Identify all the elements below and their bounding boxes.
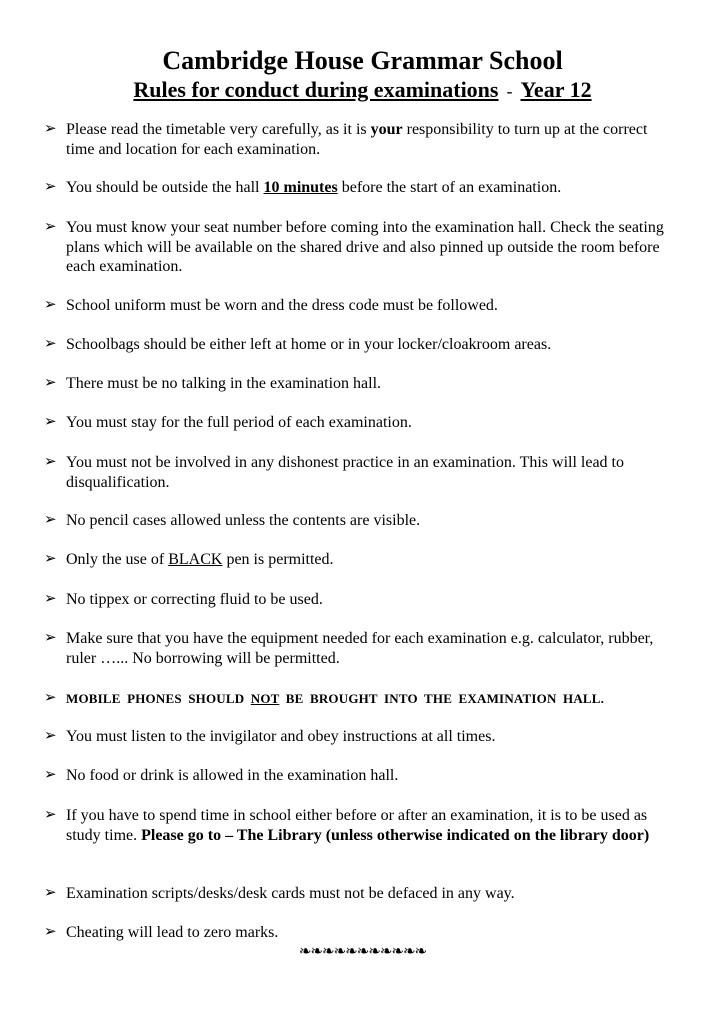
rule-item	[44, 629, 674, 668]
rule-item	[44, 511, 674, 531]
rule-text: No tippex or correcting fluid to be used.	[66, 591, 323, 608]
arrow-bullet-icon: ➢	[44, 924, 57, 940]
rule-text: Cheating will lead to zero marks.	[66, 924, 279, 941]
rule-text: Examination scripts/desks/desk cards must not be defaced in any way.	[66, 885, 515, 902]
emphasis-10-minutes: 10 minutes	[263, 179, 338, 196]
rule-item	[44, 689, 674, 709]
rule-item	[44, 590, 674, 610]
rule-text: Schoolbags should be either left at home or in your locker/cloakroom areas.	[66, 336, 552, 353]
rule-text: School uniform must be worn and the dress code must be followed.	[66, 297, 498, 314]
rule-text: Only the use of BLACK pen is permitted.	[66, 551, 334, 568]
rule-text: If you have to spend time in school either before or after an examination, it is to be used as study time. Please go to – The Library (unless otherwise indicated on the library door)	[66, 807, 650, 844]
rule-text: You must listen to the invigilator and obey instructions at all times.	[66, 728, 496, 745]
emphasis-your: your	[370, 121, 403, 138]
arrow-bullet-icon: ➢	[44, 630, 57, 646]
arrow-bullet-icon: ➢	[44, 454, 57, 470]
rule-text: You must stay for the full period of each examination.	[66, 414, 412, 431]
arrow-bullet-icon: ➢	[44, 375, 57, 391]
document-subtitle	[0, 76, 725, 105]
arrow-bullet-icon: ➢	[44, 179, 57, 195]
rule-text: You must know your seat number before coming into the examination hall. Check the seating plans which will be available on the shared drive and also pinned up outside the room before each examination.	[66, 219, 664, 276]
arrow-bullet-icon: ➢	[44, 297, 57, 313]
rule-item	[44, 374, 674, 394]
emphasis-library: Please go to – The Library (unless otherwise indicated on the library door)	[141, 826, 650, 844]
rule-text: There must be no talking in the examination hall.	[66, 375, 382, 392]
arrow-bullet-icon: ➢	[44, 512, 57, 528]
rule-item	[44, 923, 674, 943]
arrow-bullet-icon: ➢	[44, 807, 57, 823]
rule-text: You must not be involved in any dishonest practice in an examination. This will lead to disqualification.	[66, 454, 624, 491]
rule-text: No food or drink is allowed in the examination hall.	[66, 767, 399, 784]
emphasis-not: NOT	[250, 691, 280, 706]
rule-text: No pencil cases allowed unless the contents are visible.	[66, 512, 421, 529]
rule-item	[44, 806, 674, 845]
arrow-bullet-icon: ➢	[44, 690, 57, 706]
arrow-bullet-icon: ➢	[44, 591, 57, 607]
emphasis-black: BLACK	[168, 551, 223, 568]
rule-text: Make sure that you have the equipment needed for each examination e.g. calculator, rubber, ruler …... No borrowing will be permitted.	[66, 630, 654, 667]
rule-item	[44, 178, 674, 198]
rule-item	[44, 453, 674, 492]
rule-text: Please read the timetable very carefully, as it is your responsibility to turn up at the correct time and location for each examination.	[66, 121, 648, 158]
rule-item	[44, 550, 674, 570]
arrow-bullet-icon: ➢	[44, 219, 57, 235]
subtitle-year: Year 12	[520, 77, 592, 102]
rule-item	[44, 296, 674, 316]
rule-item	[44, 884, 674, 904]
subtitle-separator: -	[506, 81, 513, 101]
rule-item	[44, 120, 674, 159]
arrow-bullet-icon: ➢	[44, 121, 57, 137]
rule-text: You should be outside the hall 10 minutes before the start of an examination.	[66, 179, 562, 196]
rule-item	[44, 766, 674, 786]
subtitle-main: Rules for conduct during examinations	[133, 77, 499, 102]
arrow-bullet-icon: ➢	[44, 728, 57, 744]
rule-text: MOBILE PHONES SHOULD NOT BE BROUGHT INTO THE EXAMINATION HALL.	[66, 691, 605, 706]
rule-item	[44, 727, 674, 747]
school-title: Cambridge House Grammar School	[162, 46, 563, 75]
rule-item	[44, 335, 674, 355]
rule-item	[44, 413, 674, 433]
decorative-ornament-divider: ❧❧❧❧❧❧❧❧❧❧❧	[298, 944, 427, 960]
rule-item	[44, 218, 674, 277]
arrow-bullet-icon: ➢	[44, 551, 57, 567]
arrow-bullet-icon: ➢	[44, 336, 57, 352]
arrow-bullet-icon: ➢	[44, 414, 57, 430]
arrow-bullet-icon: ➢	[44, 767, 57, 783]
arrow-bullet-icon: ➢	[44, 885, 57, 901]
